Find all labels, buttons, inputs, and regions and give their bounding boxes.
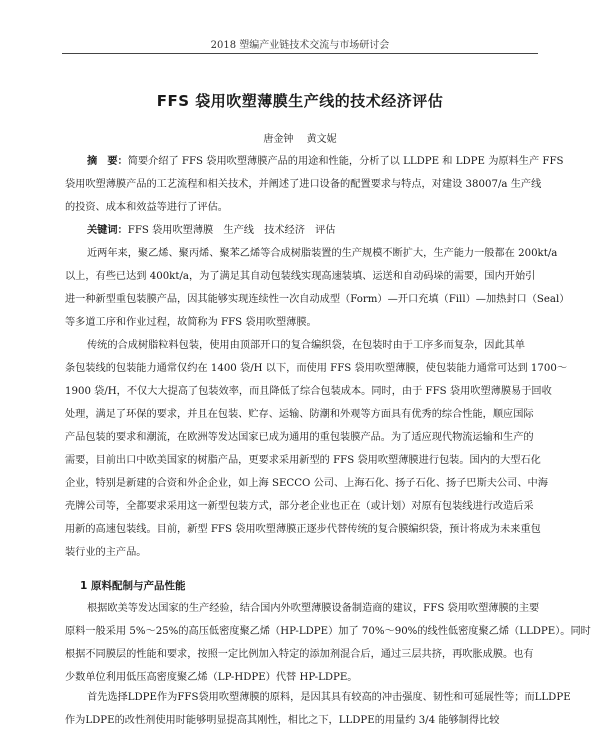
body-line: 条包装线的包装能力通常仅约在 1400 袋/H 以下，而使用 FFS 袋用吹塑薄膜，使包装能力通常可达到 1700～ [65,363,568,374]
body-line: 近两年来，聚乙烯、聚丙烯、聚苯乙烯等合成树脂装置的生产规模不断扩大，生产能力一般都在 200kt/a [87,248,558,259]
body-line: 以上，有些已达到 400kt/a，为了满足其自动包装线实现高速装填、运送和自动码垛的需要，国内开始引 [65,271,536,282]
keywords-text: FFS 袋用吹塑薄膜 生产线 技术经济 评估 [127,225,336,236]
body-line: 进一种新型重包装膜产品，因其能够实现连续性一次自动成型（Form）—开口充填（Fill）—加热封口（Seal） [65,294,570,305]
abstract-line: 摘 要：简要介绍了 FFS 袋用吹塑薄膜产品的用途和性能，分析了以 LLDPE 和 LDPE 为原料生产 FFS [87,155,564,167]
abstract-line: 的投资、成本和效益等进行了评估。 [65,202,228,213]
body-line: 作为LDPE的改性剂使用时能够明显提高其刚性，相比之下，LLDPE的用量约 3/4 能够制得比较 [65,715,500,726]
keywords-label: 关键词： [87,224,128,236]
authors [0,130,600,145]
body-line: 企业，特别是新建的合资和外企企业，如上海 SECCO 公司、上海石化、扬子石化、扬子巴斯夫公司、中海 [65,478,548,489]
intro-paragraph-2 [65,334,568,564]
body-line: 装行业的主产品。 [65,547,147,558]
body-line: 需要，目前出口中欧美国家的树脂产品，更要求采用新型的 FFS 袋用吹塑薄膜进行包装。国内的大型石化 [65,455,541,466]
section-heading: 1 原料配制与产品性能 [80,580,186,592]
body-line: 传统的合成树脂粒料包装，使用由顶部开口的复合编织袋，在包装时由于工序多而复杂，因此其单 [87,340,526,351]
section-paragraph-2 [65,686,571,732]
body-line: 根据不同膜层的性能和要求，按照一定比例加入特定的添加剂混合后，通过三层共挤，再吹胀成膜。也有 [65,649,534,660]
body-line: 等多道工序和作业过程，故简称为 FFS 袋用吹塑薄膜。 [65,317,317,328]
body-line: 产品包装的要求和潮流，在欧洲等发达国家已成为通用的重包装膜产品。为了适应现代物流运输和生产的 [65,432,534,443]
body-line: 处理，满足了环保的要求，并且在包装、贮存、运输、防潮和外观等方面具有优秀的综合性能，顺应国际 [65,409,534,420]
body-line: 根据欧美等发达国家的生产经验，结合国内外吹塑薄膜设备制造商的建议，FFS 袋用吹塑薄膜的主要 [87,603,540,614]
intro-paragraph-1 [65,242,570,334]
author-1: 唐金钟 [263,134,294,145]
section-paragraph-1 [65,597,591,689]
keywords-line [65,219,537,242]
body-line: 原料一般采用 5%～25%的高压低密度聚乙烯（HP-LDPE）加了 70%～90%的线性低密度聚乙烯（LLDPE）。同时 [65,626,591,637]
keywords [65,219,537,242]
body-line: 壳牌公司等，全都要求采用这一新型包装方式，部分老企业也正在（或计划）对原有包装线进行改造后采 [65,501,534,512]
author-2: 黄文妮 [306,134,337,145]
abstract-line: 袋用吹塑薄膜产品的工艺流程和相关技术，并阐述了进口设备的配置要求与特点，对建设 38007/a 生产线 [65,179,542,190]
paper-title: FFS 袋用吹塑薄膜生产线的技术经济评估 [156,92,444,110]
header-rule [62,53,538,54]
body-line: 首先选择LDPE作为FFS袋用吹塑薄膜的原料，是因其具有较高的冲击强度、韧性和可延展性等；而LLDPE [87,692,571,703]
body-line: 1900 袋/H，不仅大大提高了包装效率，而且降低了综合包装成本。同时，由于 FFS 袋用吹塑薄膜易于回收 [65,386,552,397]
running-head: 2018 塑编产业链技术交流与市场研讨会 [210,40,390,51]
abstract-label: 摘 要： [87,155,128,167]
body-line: 少数单位利用低压高密度聚乙烯（LP-HDPE）代替 HP-LDPE。 [65,672,358,683]
body-line: 用新的高速包装线。目前，新型 FFS 袋用吹塑薄膜正逐步代替传统的复合膜编织袋，预计将成为未来重包 [65,524,541,535]
abstract [65,150,564,219]
